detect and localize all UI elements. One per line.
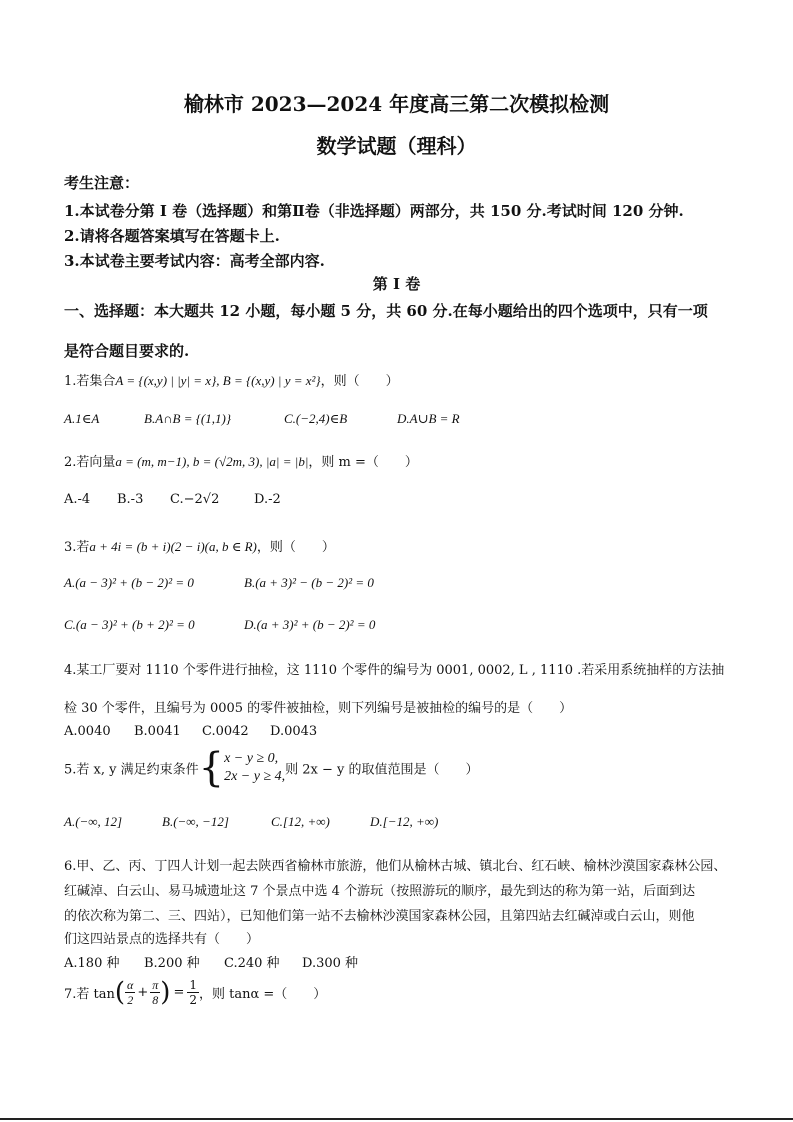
question-1-stem	[64, 370, 399, 389]
question-2-stem	[64, 451, 418, 470]
stem-math: a = (m, m−1), b = (√2m, 3), |a| = |b|	[115, 454, 309, 469]
option-c[interactable]: C.−2√2	[170, 492, 220, 507]
question-6-stem-line2: 红碱淖、白云山、易马城遗址这 7 个景点中选 4 个游玩（按照游玩的顺序，最先到达的称为第一站，后面到达	[64, 884, 696, 899]
question-4-stem-line2: 检 30 个零件，且编号为 0005 的零件被抽检，则下列编号是被抽检的编号的是（ ）	[64, 701, 573, 716]
page-subtitle: 数学试题（理科）	[316, 134, 477, 158]
stem-math: a + 4i = (b + i)(2 − i)(a, b ∈ R)	[89, 539, 257, 554]
option-b[interactable]: B.(a + 3)² − (b − 2)² = 0	[244, 575, 374, 590]
option-a[interactable]: A.(a − 3)² + (b − 2)² = 0	[64, 575, 194, 590]
stem-math: A = {(x,y) | |y| = x}, B = {(x,y) | y = x²}	[115, 373, 321, 388]
question-5-stem	[64, 745, 479, 791]
fraction-pi-over-8: $\frac{\pi}{8}$	[152, 978, 159, 1007]
option-a[interactable]: A.-4	[64, 492, 91, 507]
volume-heading: 第 I 卷	[372, 275, 421, 293]
part-heading-line1: 一、选择题：本大题共 12 小题，每小题 5 分，共 60 分.在每小题给出的四个选项中，只有一项	[64, 302, 708, 320]
option-a[interactable]: A.(−∞, 12]	[64, 814, 123, 829]
constraint-2: 2x − y ≥ 4,	[224, 769, 286, 784]
option-b[interactable]: B.A∩B = {(1,1)}	[144, 411, 232, 426]
constraint-system	[224, 750, 285, 786]
option-a[interactable]: A.180 种	[64, 956, 120, 971]
page-title: 榆林市 2023—2024 年度高三第二次模拟检测	[183, 92, 610, 116]
question-6-stem-line3: 的依次称为第二、三、四站），已知他们第一站不去榆林沙漠国家森林公园，且第四站去红碱淖或白云山，则他	[64, 909, 695, 924]
option-b[interactable]: B.0041	[134, 724, 181, 739]
option-a[interactable]: A.0040	[64, 724, 111, 739]
option-b[interactable]: B.-3	[117, 492, 144, 507]
notice-heading: 考生注意：	[64, 174, 140, 192]
option-c[interactable]: C.240 种	[224, 956, 280, 971]
stem-suffix: ，则（ ）	[256, 540, 335, 555]
option-d[interactable]: D.300 种	[302, 956, 359, 971]
stem-prefix: 2.若向量	[64, 455, 116, 470]
question-6-stem-line4: 们这四站景点的选择共有（ ）	[64, 932, 260, 947]
left-paren-icon: (	[114, 977, 126, 1008]
fraction-one-half: $\frac{1}{2}$	[189, 978, 197, 1007]
notice-item-1: 1.本试卷分第 I 卷（选择题）和第Ⅱ卷（非选择题）两部分，共 150 分.考试时间 120 分钟.	[64, 202, 684, 220]
part-heading-line2: 是符合题目要求的.	[64, 342, 190, 360]
option-d[interactable]: D.(a + 3)² + (b − 2)² = 0	[244, 617, 376, 632]
option-d[interactable]: D.[−12, +∞)	[370, 814, 439, 829]
stem-suffix: ，则 m =（ ）	[308, 455, 418, 470]
option-b[interactable]: B.(−∞, −12]	[162, 814, 229, 829]
option-d[interactable]: D.0043	[270, 724, 318, 739]
option-c[interactable]: C.(−2,4)∈B	[284, 411, 348, 426]
question-7-stem: 7.若 tan( $\frac{\alpha}{2}$ + $\frac{\pi}{8}$ ) = $\frac{1}{2}$ ，则 tanα =（ ）	[64, 977, 327, 1008]
stem-prefix: 1.若集合	[64, 374, 116, 389]
stem-suffix: 则 2x − y 的取值范围是（ ）	[285, 762, 479, 778]
right-paren-icon: )	[160, 977, 171, 1008]
stem-prefix: 7.若 tan	[64, 987, 115, 1002]
left-brace-icon: {	[198, 745, 225, 791]
stem-suffix: ，则（ ）	[320, 374, 399, 389]
question-6-stem-line1: 6.甲、乙、丙、丁四人计划一起去陕西省榆林市旅游，他们从榆林古城、镇北台、红石峡、榆林沙漠国家森林公园、	[64, 859, 727, 874]
stem-prefix: 5.若 x, y 满足约束条件	[64, 762, 199, 778]
option-a[interactable]: A.1∈A	[64, 411, 100, 426]
option-c[interactable]: C.(a − 3)² + (b + 2)² = 0	[64, 617, 195, 632]
question-3-stem	[64, 536, 335, 555]
option-d[interactable]: D.-2	[254, 492, 281, 507]
constraint-1: x − y ≥ 0,	[224, 751, 279, 766]
stem-prefix: 3.若	[64, 540, 90, 555]
fraction-alpha-over-2: $\frac{\alpha}{2}$	[127, 978, 134, 1007]
option-c[interactable]: C.0042	[202, 724, 249, 739]
option-d[interactable]: D.A∪B = R	[397, 411, 460, 426]
option-c[interactable]: C.[12, +∞)	[271, 814, 330, 829]
option-b[interactable]: B.200 种	[144, 956, 200, 971]
stem-suffix: ，则 tanα =（ ）	[198, 987, 327, 1002]
question-4-stem-line1: 4.某工厂要对 1110 个零件进行抽检，这 1110 个零件的编号为 0001, 0002, L , 1110 .若采用系统抽样的方法抽	[64, 663, 725, 678]
notice-item-2: 2.请将各题答案填写在答题卡上.	[64, 227, 280, 245]
notice-item-3: 3.本试卷主要考试内容：高考全部内容.	[64, 252, 325, 270]
page-bottom-divider	[0, 1118, 793, 1120]
